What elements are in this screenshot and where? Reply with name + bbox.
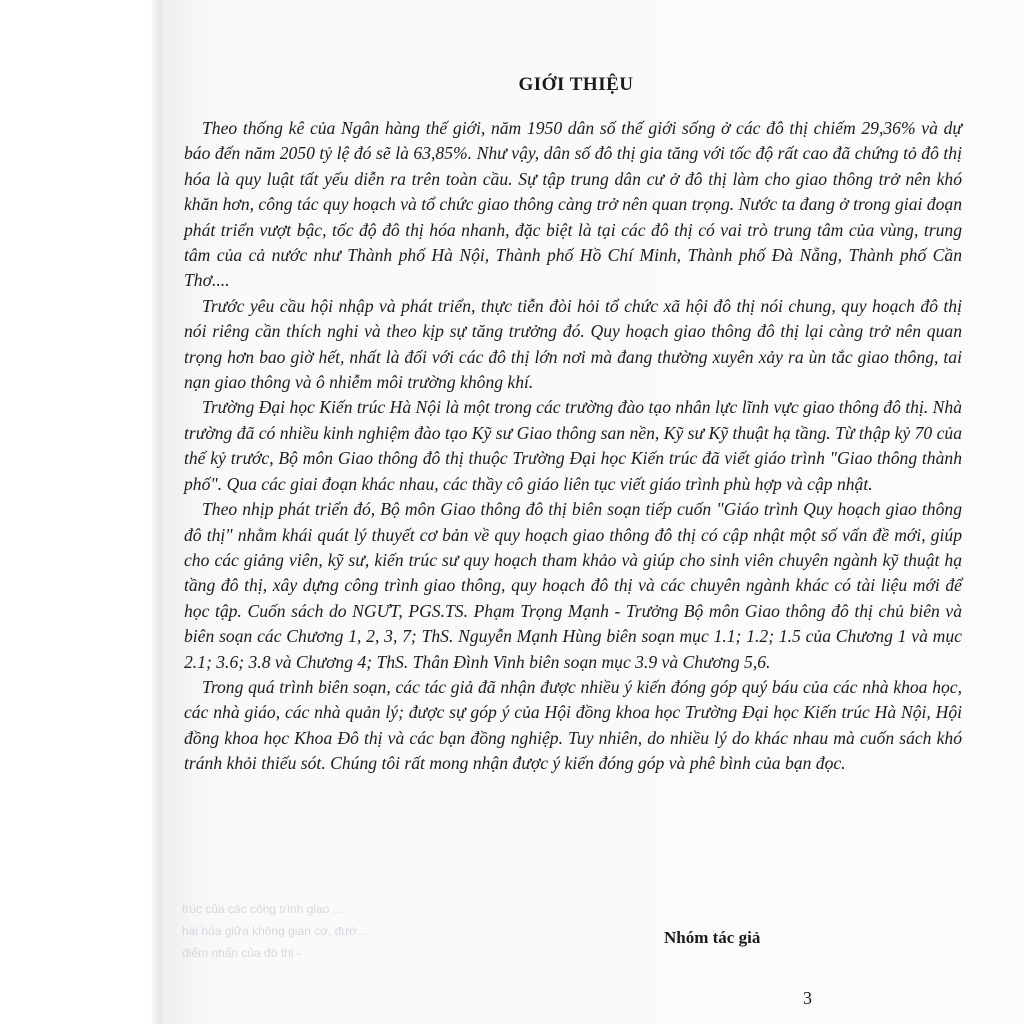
bleed-through-text (182, 898, 367, 964)
book-gutter-shadow (0, 0, 166, 1024)
paragraph-3: Trường Đại học Kiến trúc Hà Nội là một trong các trường đào tạo nhân lực lĩnh vực giao thông đô thị. Nhà trường đã có nhiều kinh nghiệm đào tạo Kỹ sư Giao thông san nền, Kỹ sư Kỹ thuật hạ tầng. Từ thập kỷ 70 của thế kỷ trước, Bộ môn Giao thông đô thị thuộc Trường Đại học Kiến trúc đã viết giáo trình "Giao thông thành phố". Qua các giai đoạn khác nhau, các thầy cô giáo liên tục viết giáo trình phù hợp và cập nhật. (184, 397, 962, 494)
page-number: 3 (803, 988, 812, 1008)
body-text (184, 116, 962, 777)
bleed-through-line: hài hòa giữa không gian cơ, đườ... (182, 924, 368, 938)
paragraph-2: Trước yêu cầu hội nhập và phát triển, thực tiễn đòi hỏi tổ chức xã hội đô thị nói chung, quy hoạch đô thị nói riêng cần thích nghi và theo kịp sự tăng trưởng đó. Quy hoạch giao thông đô thị lại càng trở nên quan trọng hơn bao giờ hết, nhất là đối với các đô thị lớn nơi mà đang thường xuyên xảy ra ùn tắc giao thông, tai nạn giao thông và ô nhiễm môi trường không khí. (184, 295, 962, 393)
page-title: GIỚI THIỆU (518, 74, 634, 95)
book-page (166, 0, 1024, 1024)
paragraph-5: Trong quá trình biên soạn, các tác giả đã nhận được nhiều ý kiến đóng góp quý báu của các nhà khoa học, các nhà giáo, các nhà quản lý; được sự góp ý của Hội đồng khoa học Trường Đại học Kiến trúc Hà Nội, Hội đồng khoa học Khoa Đô thị và các bạn đồng nghiệp. Tuy nhiên, do nhiều lý do khác nhau mà cuốn sách khó tránh khỏi thiếu sót. Chúng tôi rất mong nhận được ý kiến đóng góp và phê bình của bạn đọc. (184, 676, 962, 774)
bleed-through-line: trúc của các công trình giao ... (182, 902, 343, 916)
bleed-through-line: điểm nhấn của đô thị - (182, 946, 301, 960)
paragraph-1: Theo thống kê của Ngân hàng thế giới, năm 1950 dân số thế giới sống ở các đô thị chiếm 29,36% và dự báo đến năm 2050 tỷ lệ đó sẽ là 63,85%. Như vậy, dân số đô thị gia tăng với tốc độ rất cao đã chứng tỏ đô thị hóa là quy luật tất yếu diễn ra trên toàn cầu. Sự tập trung dân cư ở đô thị làm cho giao thông trở nên khó khăn hơn, công tác quy hoạch và tổ chức giao thông càng trở nên quan trọng. Nước ta đang ở trong giai đoạn phát triển vượt bậc, tốc độ đô thị hóa nhanh, đặc biệt là tại các đô thị có vai trò trung tâm của vùng, trung tâm của cả nước như Thành phố Hà Nội, Thành phố Hồ Chí Minh, Thành phố Đà Nẵng, Thành phố Cần Thơ.... (184, 118, 962, 291)
author-signature: Nhóm tác giả (664, 928, 761, 947)
paragraph-4: Theo nhịp phát triển đó, Bộ môn Giao thông đô thị biên soạn tiếp cuốn "Giáo trình Quy hoạch giao thông đô thị" nhằm khái quát lý thuyết cơ bản về quy hoạch giao thông đô thị có cập nhật một số vấn đề mới, giúp cho các giảng viên, kỹ sư, kiến trúc sư quy hoạch tham khảo và giúp cho sinh viên chuyên ngành kỹ thuật hạ tầng đô thị, xây dựng công trình giao thông, quy hoạch đô thị và các chuyên ngành khác có tài liệu mới để học tập. Cuốn sách do NGƯT, PGS.TS. Phạm Trọng Mạnh - Trưởng Bộ môn Giao thông đô thị chủ biên và biên soạn các Chương 1, 2, 3, 7; ThS. Nguyễn Mạnh Hùng biên soạn mục 1.1; 1.2; 1.5 của Chương 1 và mục 2.1; 3.6; 3.8 và Chương 4; ThS. Thân Đình Vinh biên soạn mục 3.9 và Chương 5,6. (184, 499, 962, 672)
